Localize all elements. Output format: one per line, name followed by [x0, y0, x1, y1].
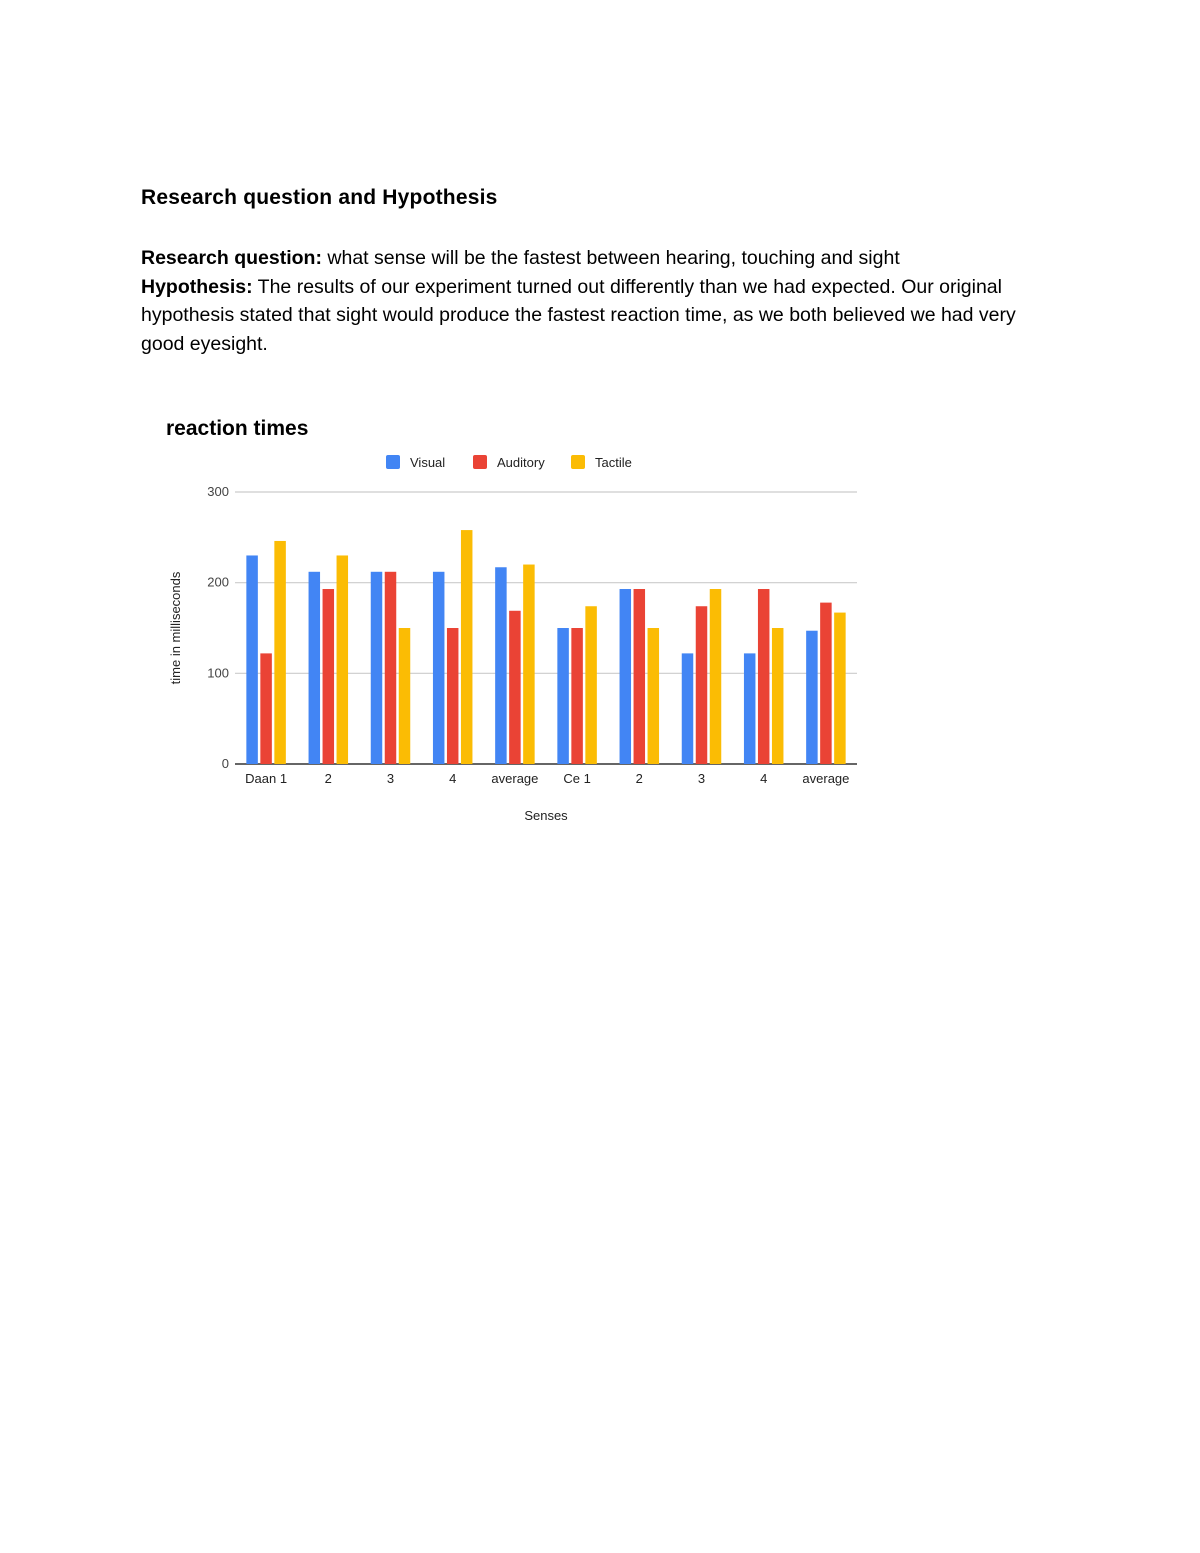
hypothesis-paragraph: [141, 273, 1041, 359]
research-question-label: Research question:: [141, 247, 322, 269]
bar-tactile: [834, 613, 846, 764]
x-axis-label: Senses: [524, 808, 568, 823]
bar-visual: [371, 572, 383, 764]
y-tick-label: 100: [207, 665, 229, 681]
bar-auditory: [696, 606, 708, 764]
x-tick-label: 4: [449, 771, 457, 786]
bar-auditory: [820, 603, 832, 764]
x-tick-label: Daan 1: [245, 771, 288, 786]
bar-auditory: [634, 589, 646, 764]
hypothesis-label: Hypothesis:: [141, 275, 253, 298]
bar-auditory: [758, 589, 770, 764]
bar-visual: [557, 628, 569, 764]
legend-swatch-visual: [386, 455, 400, 469]
bar-auditory: [447, 628, 459, 764]
bar-auditory: [509, 611, 521, 764]
bar-tactile: [337, 555, 349, 764]
y-tick-label: 200: [207, 574, 229, 590]
section-heading: Research question and Hypothesis: [141, 186, 498, 209]
legend-label-visual: Visual: [410, 455, 446, 470]
bar-auditory: [323, 589, 335, 764]
body-text: [141, 244, 1041, 358]
x-tick-label: 2: [324, 771, 332, 786]
bar-tactile: [585, 606, 597, 764]
y-tick-label: 300: [207, 484, 229, 499]
legend-swatch-auditory: [473, 455, 487, 469]
legend-label-auditory: Auditory: [497, 455, 545, 470]
bar-tactile: [461, 530, 473, 764]
bar-visual: [495, 567, 507, 764]
bar-visual: [682, 653, 694, 764]
legend-swatch-tactile: [571, 455, 585, 469]
x-tick-label: 3: [697, 771, 706, 786]
bar-visual: [806, 631, 818, 764]
bar-auditory: [385, 572, 397, 764]
research-question-paragraph: [141, 244, 1041, 273]
bar-visual: [433, 572, 445, 764]
bar-tactile: [648, 628, 660, 764]
bar-visual: [246, 555, 258, 764]
bar-auditory: [571, 628, 583, 764]
reaction-times-chart: [150, 400, 880, 840]
y-tick-label: 0: [221, 756, 229, 771]
bar-tactile: [772, 628, 784, 764]
y-axis-label: time in milliseconds: [168, 571, 183, 685]
x-tick-label: average: [491, 771, 539, 786]
x-tick-label: 2: [635, 771, 643, 786]
bar-visual: [744, 653, 756, 764]
bar-tactile: [523, 565, 535, 764]
legend-label-tactile: Tactile: [595, 455, 632, 470]
x-tick-label: 3: [386, 771, 395, 786]
bar-auditory: [260, 653, 272, 764]
bar-visual: [620, 589, 632, 764]
bar-tactile: [710, 589, 722, 764]
chart-svg: [150, 400, 880, 840]
x-tick-label: Ce 1: [563, 771, 591, 786]
hypothesis-text: The results of our experiment turned out differently than we had expected. Our original hypothesis stated that sight would produce the fastest reaction time, as we both believed we had very good eyesight.: [141, 275, 1016, 355]
chart-title: reaction times: [166, 417, 309, 440]
bar-tactile: [399, 628, 411, 764]
x-tick-label: 4: [760, 771, 768, 786]
bar-visual: [309, 572, 321, 764]
research-question-text: what sense will be the fastest between hearing, touching and sight: [321, 247, 900, 269]
bar-tactile: [274, 541, 286, 764]
x-tick-label: average: [802, 771, 850, 786]
